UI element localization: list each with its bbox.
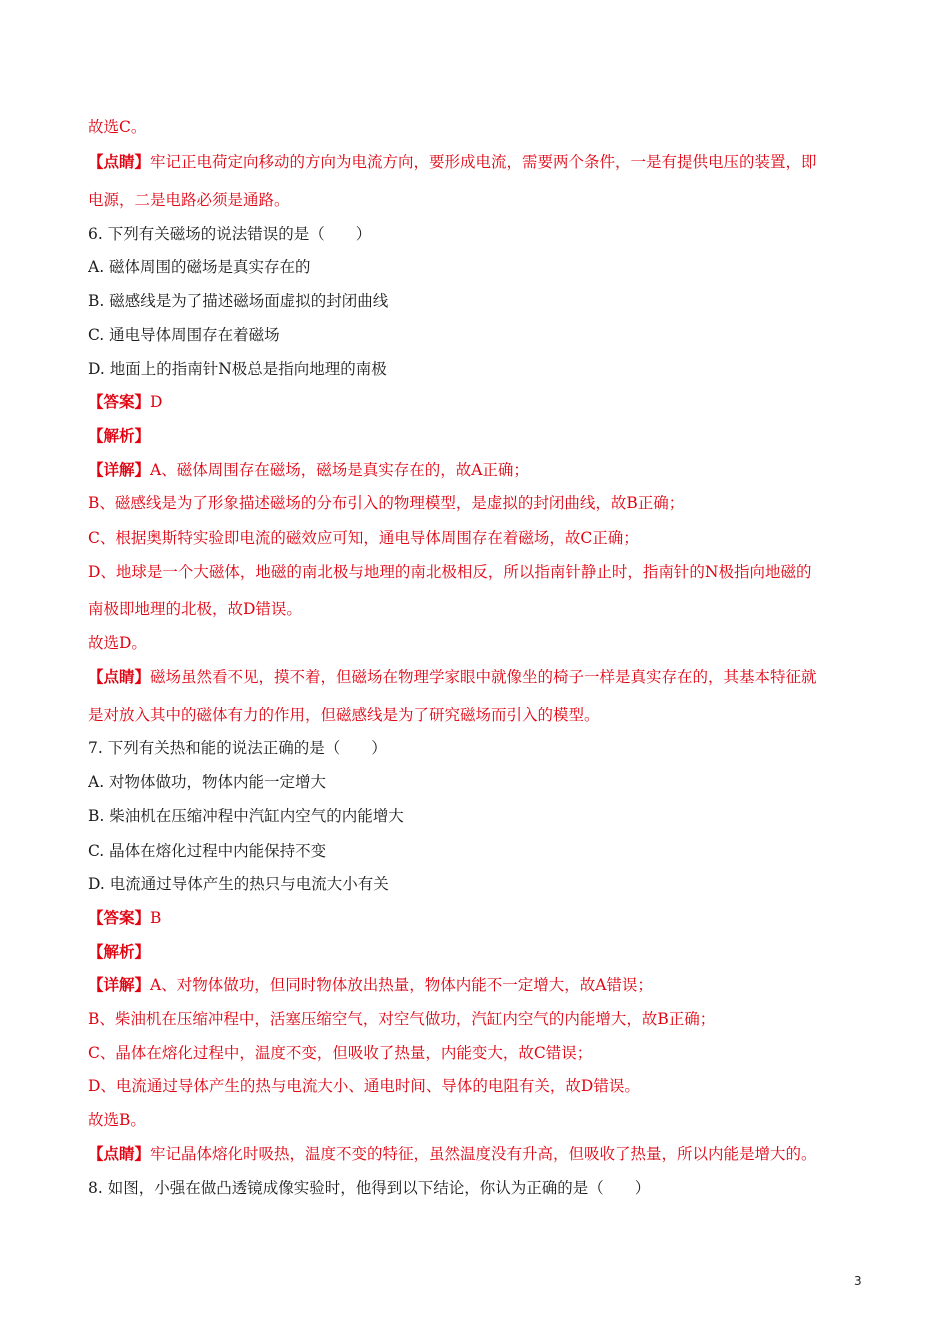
text-line — [88, 358, 878, 380]
line-text: 电源，二是电路必须是通路。 — [88, 191, 290, 209]
line-text: A. 磁体周围的磁场是真实存在的 — [88, 258, 311, 276]
line-text: 故选C。 — [88, 118, 147, 136]
text-line — [88, 324, 878, 346]
section-tag: 【答案】 — [88, 392, 151, 411]
line-text: B — [150, 909, 162, 927]
line-text: D. 电流通过导体产生的热只与电流大小有关 — [88, 875, 389, 893]
page-number: 3 — [854, 1274, 862, 1288]
text-line — [88, 805, 878, 827]
section-tag: 【答案】 — [88, 908, 151, 927]
text-line — [88, 391, 878, 413]
line-text: C. 晶体在熔化过程中内能保持不变 — [88, 842, 327, 860]
line-text: 8. 如图，小强在做凸透镜成像实验时，他得到以下结论，你认为正确的是（ ） — [88, 1179, 651, 1197]
section-tag: 【点睛】 — [88, 152, 151, 171]
line-text: D — [150, 393, 163, 411]
text-line — [88, 1109, 878, 1131]
section-tag: 【解析】 — [88, 942, 151, 961]
line-text: 故选B。 — [88, 1111, 146, 1129]
text-line — [88, 632, 878, 654]
text-line — [88, 666, 878, 688]
text-line — [88, 527, 878, 549]
text-line — [88, 1143, 878, 1165]
section-tag: 【解析】 — [88, 426, 151, 445]
section-tag: 【点睛】 — [88, 667, 151, 686]
text-line — [88, 598, 878, 620]
line-text: 牢记正电荷定向移动的方向为电流方向，要形成电流，需要两个条件，一是有提供电压的装置，即 — [150, 153, 817, 171]
line-text: A、对物体做功，但同时物体放出热量，物体内能不一定增大，故A错误； — [150, 976, 653, 994]
line-text: B. 磁感线是为了描述磁场面虚拟的封闭曲线 — [88, 292, 389, 310]
line-text: D、地球是一个大磁体，地磁的南北极与地理的南北极相反，所以指南针静止时，指南针的N极指向地磁的 — [88, 563, 812, 581]
line-text: 是对放入其中的磁体有力的作用，但磁感线是为了研究磁场而引入的模型。 — [88, 706, 600, 724]
text-line — [88, 873, 878, 895]
line-text: D. 地面上的指南针N极总是指向地理的南极 — [88, 360, 387, 378]
text-line — [88, 974, 878, 996]
text-line — [88, 189, 878, 211]
line-text: 磁场虽然看不见，摸不着，但磁场在物理学家眼中就像坐的椅子一样是真实存在的，其基本特征就 — [150, 668, 817, 686]
text-line — [88, 907, 878, 929]
line-text: C、根据奥斯特实验即电流的磁效应可知，通电导体周围存在着磁场，故C正确； — [88, 529, 639, 547]
text-line — [88, 256, 878, 278]
text-line — [88, 223, 878, 245]
line-text: A. 对物体做功，物体内能一定增大 — [88, 773, 327, 791]
section-tag: 【详解】 — [88, 975, 151, 994]
text-line — [88, 941, 878, 963]
text-line — [88, 1008, 878, 1030]
line-text: 7. 下列有关热和能的说法正确的是（ ） — [88, 739, 387, 757]
text-line — [88, 1075, 878, 1097]
text-line — [88, 290, 878, 312]
line-text: B、柴油机在压缩冲程中，活塞压缩空气，对空气做功，汽缸内空气的内能增大，故B正确； — [88, 1010, 716, 1028]
line-text: C、晶体在熔化过程中，温度不变，但吸收了热量，内能变大，故C错误； — [88, 1044, 593, 1062]
text-line — [88, 1177, 878, 1199]
line-text: B、磁感线是为了形象描述磁场的分布引入的物理模型，是虚拟的封闭曲线，故B正确； — [88, 494, 685, 512]
line-text: 故选D。 — [88, 634, 147, 652]
line-text: D、电流通过导体产生的热与电流大小、通电时间、导体的电阻有关，故D错误。 — [88, 1077, 640, 1095]
text-line — [88, 425, 878, 447]
text-line — [88, 771, 878, 793]
text-line — [88, 704, 878, 726]
section-tag: 【点睛】 — [88, 1144, 151, 1163]
text-line — [88, 737, 878, 759]
text-line — [88, 561, 878, 583]
line-text: 牢记晶体熔化时吸热，温度不变的特征，虽然温度没有升高，但吸收了热量，所以内能是增大的。 — [150, 1145, 817, 1163]
line-text: 6. 下列有关磁场的说法错误的是（ ） — [88, 225, 372, 243]
line-text: A、磁体周围存在磁场，磁场是真实存在的，故A正确； — [150, 461, 529, 479]
text-line — [88, 840, 878, 862]
line-text: C. 通电导体周围存在着磁场 — [88, 326, 280, 344]
text-line — [88, 1042, 878, 1064]
line-text: B. 柴油机在压缩冲程中汽缸内空气的内能增大 — [88, 807, 404, 825]
text-line — [88, 151, 878, 173]
text-line — [88, 116, 878, 138]
text-line — [88, 492, 878, 514]
line-text: 南极即地理的北极，故D错误。 — [88, 600, 302, 618]
section-tag: 【详解】 — [88, 460, 151, 479]
text-line — [88, 459, 878, 481]
